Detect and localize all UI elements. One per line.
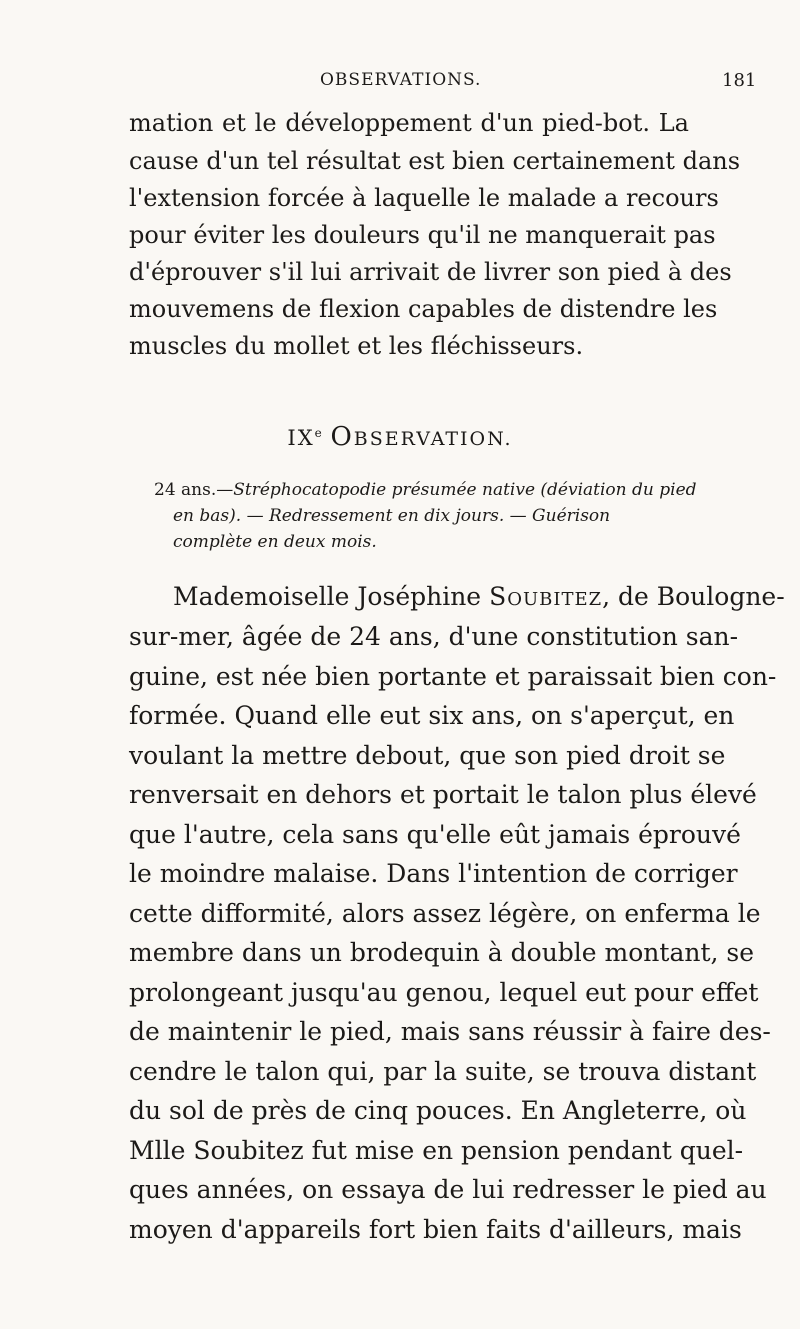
- text-line: le moindre malaise. Dans l'intention de corriger: [129, 859, 738, 888]
- text-line-first: [173, 581, 785, 613]
- heading-word: BSERVATION.: [353, 428, 513, 450]
- text-line: moyen d'appareils fort bien faits d'ailleurs, mais: [129, 1215, 742, 1244]
- running-title: OBSERVATIONS.: [320, 70, 482, 90]
- summary-line-1: [154, 478, 697, 502]
- text-line: sur-mer, âgée de 24 ans, d'une constitution san-: [129, 622, 739, 651]
- text-line: voulant la mettre debout, que son pied droit se: [129, 741, 726, 770]
- text-line: cause d'un tel résultat est bien certainement dans: [129, 147, 741, 175]
- text-line: ques années, on essaya de lui redresser le pied au: [129, 1175, 767, 1204]
- summary-line-2: en bas). — Redressement en dix jours. — Guérison: [173, 506, 611, 526]
- text-line: cette difformité, alors assez légère, on enferma le: [129, 899, 761, 928]
- summary-diagnosis: —Stréphocatopodie présumée native (déviation du pied: [216, 480, 697, 500]
- text-line: guine, est née bien portante et paraissait bien con-: [129, 662, 777, 691]
- text-line: pour éviter les douleurs qu'il ne manquerait pas: [129, 221, 716, 249]
- heading-number: IX: [287, 426, 315, 450]
- patient-origin: , de Boulogne-: [602, 582, 785, 611]
- patient-surname: Soubitez: [489, 582, 603, 611]
- summary-line-3: complète en deux mois.: [173, 532, 377, 552]
- text-line: mouvemens de flexion capables de distendre les: [129, 295, 718, 323]
- text-line: membre dans un brodequin à double montant, se: [129, 938, 755, 967]
- heading-superscript: e: [314, 426, 322, 440]
- text-line: du sol de près de cinq pouces. En Angleterre, où: [129, 1096, 747, 1125]
- text-line: formée. Quand elle eut six ans, on s'aperçut, en: [129, 701, 735, 730]
- text-line: l'extension forcée à laquelle le malade a recours: [129, 184, 719, 212]
- text-line: cendre le talon qui, par la suite, se trouva distant: [129, 1057, 757, 1086]
- text-line: d'éprouver s'il lui arrivait de livrer son pied à des: [129, 258, 732, 286]
- text-line: muscles du mollet et les fléchisseurs.: [129, 332, 584, 360]
- text-line: Mlle Soubitez fut mise en pension pendant quel-: [129, 1136, 744, 1165]
- heading-initial: O: [330, 422, 354, 452]
- patient-intro: Mademoiselle Joséphine: [173, 582, 490, 611]
- text-line: que l'autre, cela sans qu'elle eût jamais éprouvé: [129, 820, 741, 849]
- page-number: 181: [722, 70, 757, 91]
- text-line: renversait en dehors et portait le talon plus élevé: [129, 780, 757, 809]
- running-head: [0, 70, 800, 100]
- text-line: prolongeant jusqu'au genou, lequel eut pour effet: [129, 978, 759, 1007]
- text-line: mation et le développement d'un pied-bot. La: [129, 109, 689, 137]
- text-line: de maintenir le pied, mais sans réussir à faire des-: [129, 1017, 771, 1046]
- observation-heading: [0, 422, 800, 452]
- summary-age: 24 ans.: [154, 480, 217, 500]
